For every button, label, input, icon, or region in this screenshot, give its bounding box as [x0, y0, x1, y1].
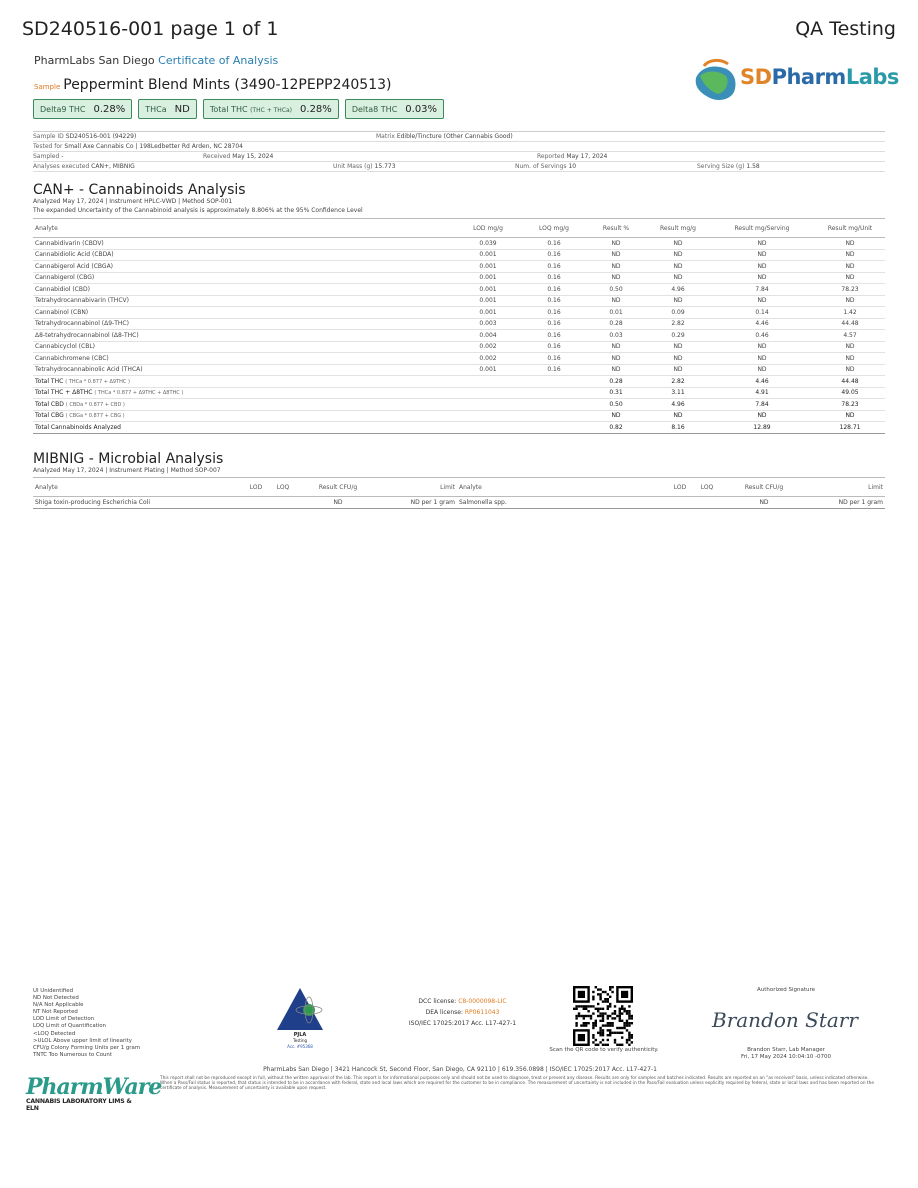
reported-date: May 17, 2024 [566, 153, 608, 160]
col-result-mgserving: Result mg/Serving [709, 219, 815, 238]
serving-size: 1.58 [746, 163, 760, 170]
signature-label: Authorized Signature [756, 987, 816, 993]
table-row: Cannabicyclol (CBL) 0.002 0.16 ND ND ND ND [33, 341, 885, 353]
qr-code[interactable] [573, 986, 633, 1046]
col-loq: LOQ mg/g [523, 219, 585, 238]
lab-address: PharmLabs San Diego | 3421 Hancock St, Second Floor, San Diego, CA 92110 | 619.356.0898 | ISO/IEC 17025:2017 Acc. L17-427-1 [263, 1066, 657, 1073]
col-lod: LOD mg/g [453, 219, 523, 238]
sample-line [34, 77, 391, 93]
microbial-analyzed: Analyzed May 17, 2024 | Instrument Plating | Method SOP-007 [33, 467, 221, 474]
licenses: DCC license: C8-0000098-LIC DEA license: RP0611043 ISO/IEC 17025:2017 Acc. L17-427-1 [400, 996, 525, 1029]
dcc-license: C8-0000098-LIC [458, 998, 507, 1005]
table-row: Shiga toxin-producing Escherichia Coli ND ND per 1 gram Salmonella spp. ND ND per 1 gram [33, 497, 885, 509]
table-row: Cannabigerol (CBG) 0.001 0.16 ND ND ND ND [33, 272, 885, 284]
total-row: Total THC + Δ8THC ( THCa * 0.877 + Δ9THC + Δ8THC ) 0.31 3.11 4.91 49.05 [33, 387, 885, 399]
col-result-mgg: Result mg/g [647, 219, 709, 238]
badge-delta9-thc: Delta9 THC 0.28% [33, 99, 132, 119]
microbial-title: MIBNIG - Microbial Analysis [33, 451, 224, 467]
sample-id: SD240516-001 (94229) [65, 133, 137, 140]
table-row: Cannabinol (CBN) 0.001 0.16 0.01 0.09 0.14 1.42 [33, 307, 885, 319]
analyses: CAN+, MIBNIG [91, 163, 135, 170]
cannabinoids-table [33, 218, 885, 434]
servings: 10 [568, 163, 577, 170]
col-result-pct: Result % [585, 219, 647, 238]
col-result-mgunit: Result mg/Unit [815, 219, 885, 238]
cannabinoids-uncertainty: The expanded Uncertainty of the Cannabinoid analysis is approximately 8.806% at the 95% Confidence Level [33, 207, 363, 214]
sample-name: Peppermint Blend Mints (3490-12PEPP240513) [63, 77, 392, 93]
potency-badges [33, 99, 444, 119]
matrix: Edible/Tincture (Other Cannabis Good) [396, 133, 513, 140]
table-row: Tetrahydrocannabivarin (THCV) 0.001 0.16 ND ND ND ND [33, 295, 885, 307]
svg-text:Acc. #95368: Acc. #95368 [287, 1044, 313, 1049]
sample-tag: Sample [34, 83, 61, 91]
total-row: Total THC ( THCa * 0.877 + Δ9THC ) 0.28 2.82 4.46 44.48 [33, 376, 885, 388]
table-row: Cannabigerol Acid (CBGA) 0.001 0.16 ND ND ND ND [33, 261, 885, 273]
cannabinoids-title: CAN+ - Cannabinoids Analysis [33, 182, 246, 198]
microbial-table [33, 477, 885, 509]
document-id: SD240516-001 page 1 of 1 [22, 18, 279, 40]
sampled: - [61, 153, 64, 160]
disclaimer: This report shall not be reproduced except in full, without the written approval of the lab. This report is for informational purposes only and should not be used to diagnose, treat or prevent any disease. Results are only for samples and batches indicated. Results are reported on an "as received" basis, unless indicated otherwise. When a Pass/Fail status is reported, that status is intended to be in accordance with federal, state and local laws which are required for the customer to be in compliance. The measurement of uncertainty is not included in the Pass/Fail evaluation unless explicitly required by federal, state or local laws and has been reported on the certificate of analysis. Measurement of uncertainty is available upon request. [160, 1076, 874, 1091]
badge-thca: THCa ND [138, 99, 197, 119]
total-row: Total Cannabinoids Analyzed 0.82 8.16 12.89 128.71 [33, 422, 885, 434]
dea-license: RP0611043 [464, 1009, 500, 1016]
pjla-accreditation-logo [275, 986, 325, 1050]
svg-text:Testing: Testing [292, 1038, 308, 1043]
coa-label: Certificate of Analysis [158, 54, 279, 67]
iso-accreditation: ISO/IEC 17025:2017 Acc. L17-427-1 [408, 1020, 517, 1027]
table-row: Tetrahydrocannabinol (Δ9-THC) 0.003 0.16 0.28 2.82 4.46 44.48 [33, 318, 885, 330]
table-row: Tetrahydrocannabinolic Acid (THCA) 0.001 0.16 ND ND ND ND [33, 364, 885, 376]
table-header-row [33, 219, 885, 238]
svg-text:PJLA: PJLA [293, 1032, 307, 1038]
unit-mass: 15.773 [374, 163, 396, 170]
table-header-row: Analyte LOD LOQ Result CFU/g Limit Analyte LOD LOQ Result CFU/g Limit [33, 478, 885, 497]
pharmware-logo: PharmWare CANNABIS LABORATORY LIMS & ELN [26, 1074, 162, 1112]
signature-image: Brandon Starr [712, 1008, 858, 1032]
abbreviation-legend: UI Unidentified ND Not Detected N/A Not Applicable NT Not Reported LOD Limit of Detection LOQ Limit of Quantification <LOQ Detected >ULOL Above upper limit of linearity CFU/g Colony Forming Units per 1 gram TNTC Too Numerous to Count [33, 988, 141, 1058]
table-row: Cannabichromene (CBC) 0.002 0.16 ND ND ND ND [33, 353, 885, 365]
table-row: Cannabidiolic Acid (CBDA) 0.001 0.16 ND ND ND ND [33, 249, 885, 261]
signatory: Brandon Starr, Lab Manager Fri, 17 May 2024 10:04:10 -0700 [740, 1047, 832, 1060]
badge-delta8-thc: Delta8 THC 0.03% [345, 99, 444, 119]
sample-info: Sample ID SD240516-001 (94229) Matrix Edible/Tincture (Other Cannabis Good) Tested for Small Axe Cannabis Co | 198Ledbetter Rd Arden, NC 28704 Sampled - Received May 15, 2024 Reported May 17, 2024 Analyses executed CAN+, MIBNIG Unit Mass (g) 15.773 Num. of Servings 10 Serving Size (g) 1.58 [33, 131, 885, 172]
total-row: Total CBD ( CBDa * 0.877 + CBD ) 0.50 4.96 7.84 78.23 [33, 399, 885, 411]
logo-wordmark: SDPharmLabs [740, 65, 899, 89]
col-analyte: Analyte [33, 219, 453, 238]
qa-testing-label: QA Testing [795, 18, 896, 40]
table-row: Δ8-tetrahydrocannabinol (Δ8-THC) 0.004 0.16 0.03 0.29 0.46 4.57 [33, 330, 885, 342]
table-row: Cannabidivarin (CBDV) 0.039 0.16 ND ND ND ND [33, 238, 885, 250]
received-date: May 15, 2024 [232, 153, 274, 160]
lab-line [34, 54, 278, 67]
cannabinoids-analyzed: Analyzed May 17, 2024 | Instrument HPLC-VWD | Method SOP-001 [33, 198, 233, 205]
table-row: Cannabidiol (CBD) 0.001 0.16 0.50 4.96 7.84 78.23 [33, 284, 885, 296]
qr-caption: Scan the QR code to verify authenticity. [549, 1047, 659, 1053]
badge-total-thc: Total THC (THC + THCa) 0.28% [203, 99, 339, 119]
lab-name: PharmLabs San Diego [34, 54, 155, 67]
tested-for: Small Axe Cannabis Co | 198Ledbetter Rd Arden, NC 28704 [64, 143, 243, 150]
total-row: Total CBG ( CBGa * 0.877 + CBG ) ND ND ND ND [33, 410, 885, 422]
